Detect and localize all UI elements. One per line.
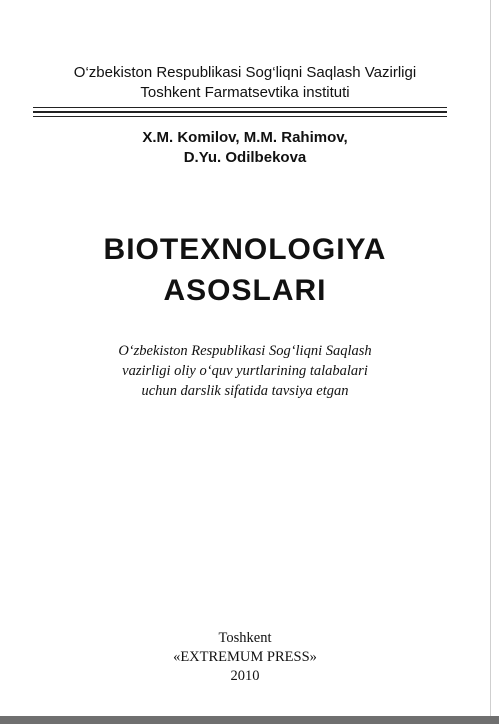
- header-divider-thin: [33, 107, 447, 108]
- header-divider-thick: [33, 111, 447, 113]
- book-title-line-2: ASOSLARI: [163, 274, 327, 307]
- page-edge-right: [490, 0, 499, 724]
- approval-note: [0, 341, 490, 401]
- book-title-line-1: BIOTEXNOLOGIYA: [103, 233, 387, 266]
- authors-line-1: X.M. Komilov, M.M. Rahimov,: [142, 129, 348, 146]
- approval-note-line-3: uchun darslik sifatida tavsiya etgan: [141, 383, 349, 399]
- authors-line-2: D.Yu. Odilbekova: [183, 149, 307, 166]
- authors: [0, 128, 490, 168]
- approval-note-line-2: vazirligi oliy o‘quv yurtlarining talabalari: [122, 363, 368, 379]
- ministry-header: [0, 63, 490, 103]
- institute-name: Toshkent Farmatsevtika instituti: [140, 84, 350, 101]
- book-title: [0, 229, 490, 311]
- ministry-name: O‘zbekiston Respublikasi Sog‘liqni Saqlash Vazirligi: [73, 64, 417, 81]
- approval-note-line-1: O‘zbekiston Respublikasi Sog‘liqni Saqlash: [118, 343, 372, 359]
- imprint-city: Toshkent: [218, 630, 272, 646]
- imprint-year: 2010: [230, 668, 260, 684]
- imprint-publisher: «EXTREMUM PRESS»: [173, 649, 317, 665]
- header-divider-thin-lower: [33, 116, 447, 117]
- imprint: [0, 629, 490, 686]
- page-edge-bottom: [0, 716, 499, 724]
